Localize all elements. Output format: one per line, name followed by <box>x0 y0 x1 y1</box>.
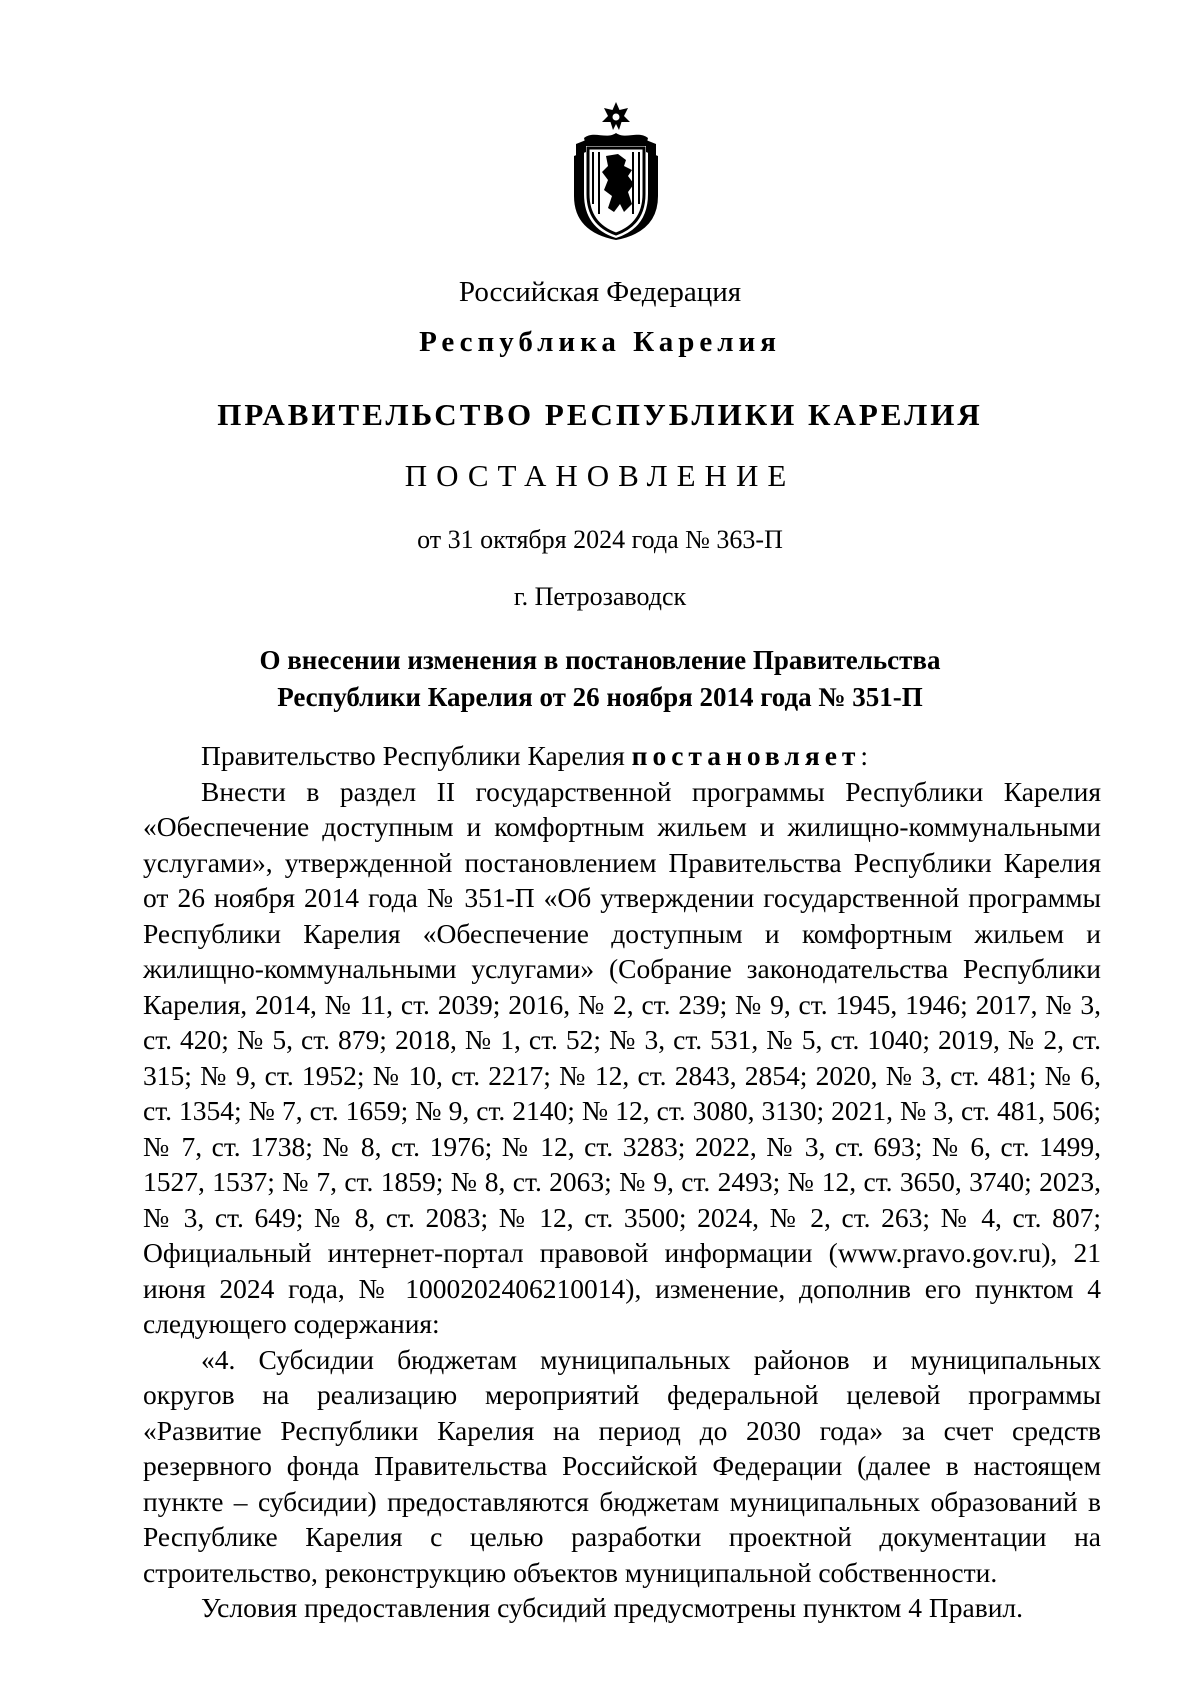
intro-colon: : <box>860 740 869 771</box>
body-paragraph-1: Внести в раздел II государственной программы Республики Карелия «Обеспечение доступным и комфортным жильем и жилищно-коммунальными услугами», утвержденной постановлением Правительства Республики Карелия от 26 ноября 2014 года № 351-П «Об утверждении государственной программы Республики Карелия «Обеспечение доступным и комфортным жильем и жилищно-коммунальными услугами» (Собрание законодательства Республики Карелия, 2014, № 11, ст. 2039; 2016, № 2, ст. 239; № 9, ст. 1945, 1946; 2017, № 3, ст. 420; № 5, ст. 879; 2018, № 1, ст. 52; № 3, ст. 531, № 5, ст. 1040; 2019, № 2, ст. 315; № 9, ст. 1952; № 10, ст. 2217; № 12, ст. 2843, 2854; 2020, № 3, ст. 481; № 6, ст. 1354; № 7, ст. 1659; № 9, ст. 2140; № 12, ст. 3080, 3130; 2021, № 3, ст. 481, 506; № 7, ст. 1738; № 8, ст. 1976; № 12, ст. 3283; 2022, № 3, ст. 693; № 6, ст. 1499, 1527, 1537; № 7, ст. 1859; № 8, ст. 2063; № 9, ст. 2493; № 12, ст. 3650, 3740; 2023, № 3, ст. 649; № 8, ст. 2083; № 12, ст. 3500; 2024, № 2, ст. 263; № 4, ст. 807; Официальный интернет-портал правовой информации (www.pravo.gov.ru), 21 июня 2024 года, № 1000202406210014), изменение, дополнив его пунктом 4 следующего содержания: <box>143 775 1101 1339</box>
coat-of-arms-emblem <box>566 100 666 240</box>
document-body <box>143 738 1101 1626</box>
document-type: ПОСТАНОВЛЕНИЕ <box>404 458 796 493</box>
title-line-1: О внесении изменения в постановление Правительства <box>259 645 941 675</box>
government-name: ПРАВИТЕЛЬСТВО РЕСПУБЛИКИ КАРЕЛИЯ <box>217 397 983 432</box>
document-date-number: от 31 октября 2024 года № 363-П <box>417 525 783 554</box>
intro-paragraph <box>143 738 1101 774</box>
body-paragraph-3: Условия предоставления субсидий предусмотрены пунктом 4 Правил. <box>201 1592 1024 1623</box>
document-title <box>0 642 1200 716</box>
title-line-2: Республики Карелия от 26 ноября 2014 года № 351-П <box>277 682 923 712</box>
republic-name: Республика Карелия <box>419 326 781 358</box>
document-city: г. Петрозаводск <box>513 582 687 611</box>
federation-name: Российская Федерация <box>458 276 742 308</box>
body-paragraph-2: «4. Субсидии бюджетам муниципальных районов и муниципальных округов на реализацию мероприятий федеральной целевой программы «Развитие Республики Карелия на период до 2030 года» за счет средств резервного фонда Правительства Российской Федерации (далее в настоящем пункте – субсидии) предоставляются бюджетам муниципальных образований в Республике Карелия с целью разработки проектной документации на строительство, реконструкцию объектов муниципальной собственности. <box>143 1343 1101 1588</box>
intro-subject: Правительство Республики Карелия <box>201 740 632 771</box>
intro-verb: постановляет <box>631 740 861 771</box>
